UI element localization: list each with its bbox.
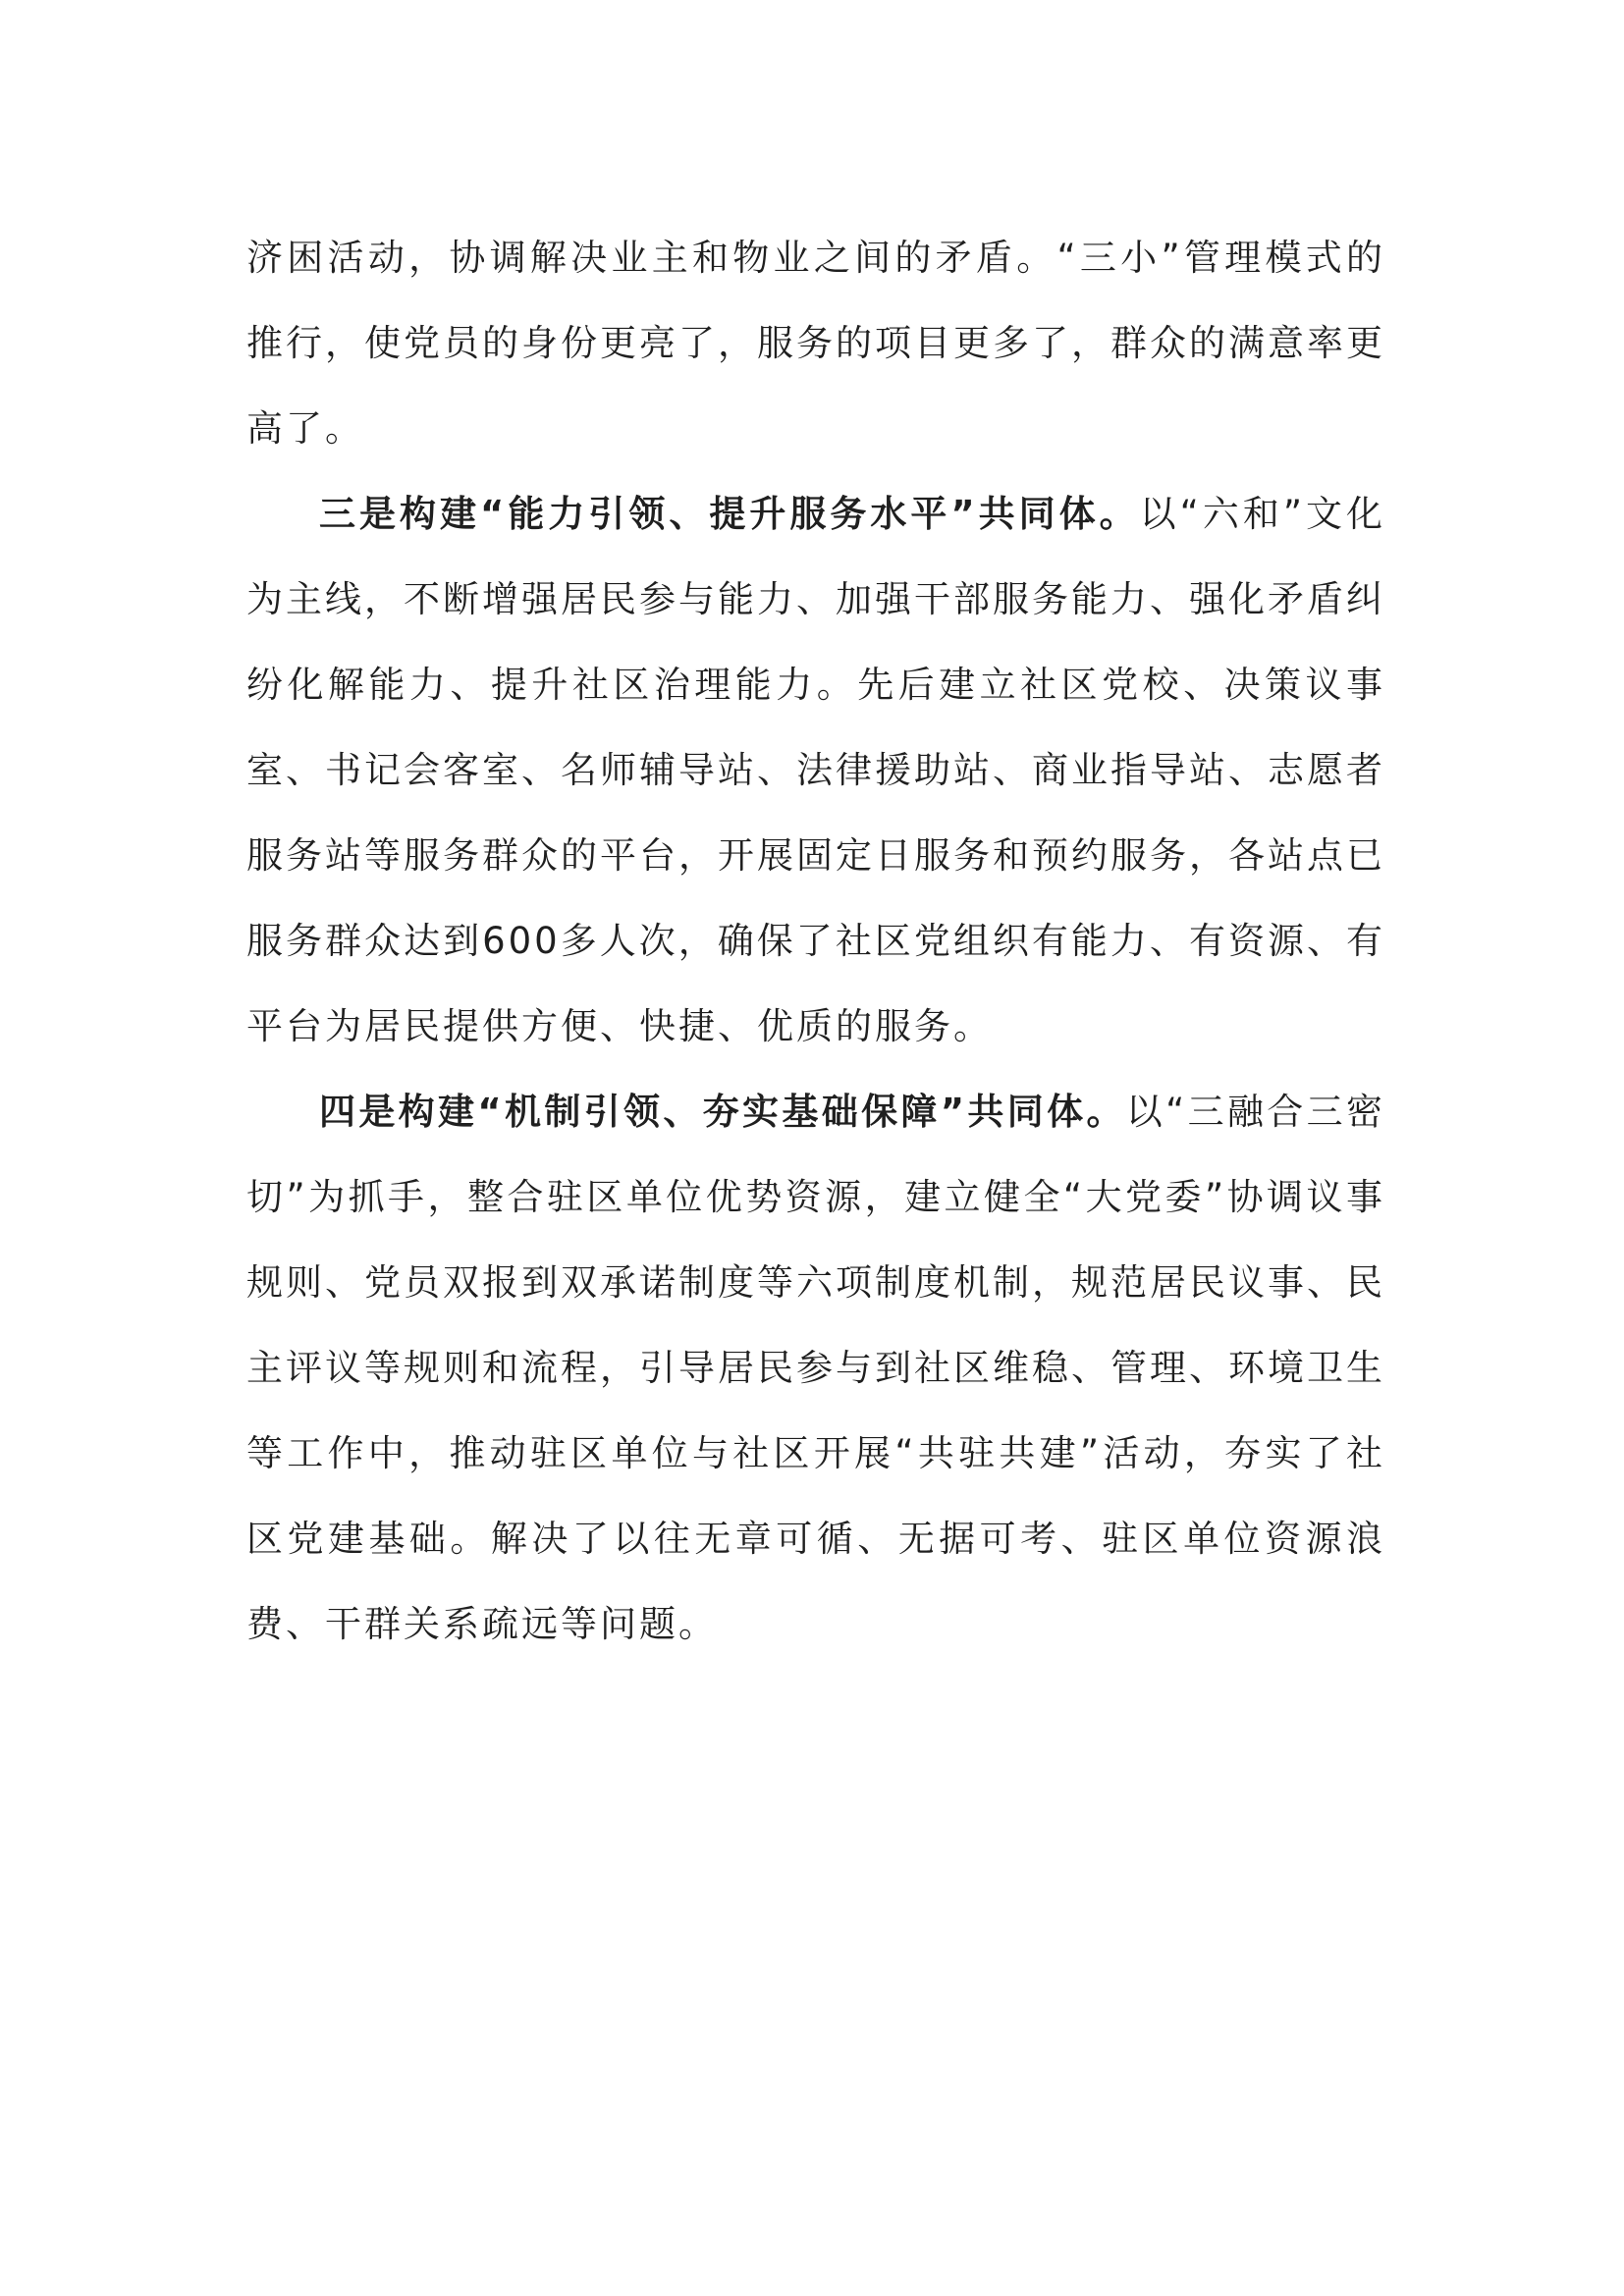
paragraph-capacity-community [246,471,1385,1069]
paragraph-body: 以“三融合三密切”为抓手，整合驻区单位优势资源，建立健全“大党委”协调议事规则、党员双报到双承诺制度等六项制度机制，规范居民议事、民主评议等规则和流程，引导居民参与到社区维稳、管理、环境卫生等工作中，推动驻区单位与社区开展“共驻共建”活动，夯实了社区党建基础。解决了以往无章可循、无据可考、驻区单位资源浪费、干群关系疏远等问题。 [246,1091,1385,1645]
paragraph-body: 济困活动，协调解决业主和物业之间的矛盾。“三小”管理模式的推行，使党员的身份更亮了，服务的项目更多了，群众的满意率更高了。 [246,237,1385,450]
paragraph-mechanism-community [246,1069,1385,1667]
paragraph-heading: 三是构建“能力引领、提升服务水平”共同体。 [319,493,1140,535]
paragraph-heading: 四是构建“机制引领、夯实基础保障”共同体。 [319,1091,1126,1133]
body-text [246,215,1385,1667]
paragraph-continuation [246,215,1385,471]
paragraph-body: 以“六和”文化为主线，不断增强居民参与能力、加强干部服务能力、强化矛盾纠纷化解能力、提升社区治理能力。先后建立社区党校、决策议事室、书记会客室、名师辅导站、法律援助站、商业指导站、志愿者服务站等服务群众的平台，开展固定日服务和预约服务，各站点已服务群众达到600多人次，确保了社区党组织有能力、有资源、有平台为居民提供方便、快捷、优质的服务。 [246,493,1385,1047]
